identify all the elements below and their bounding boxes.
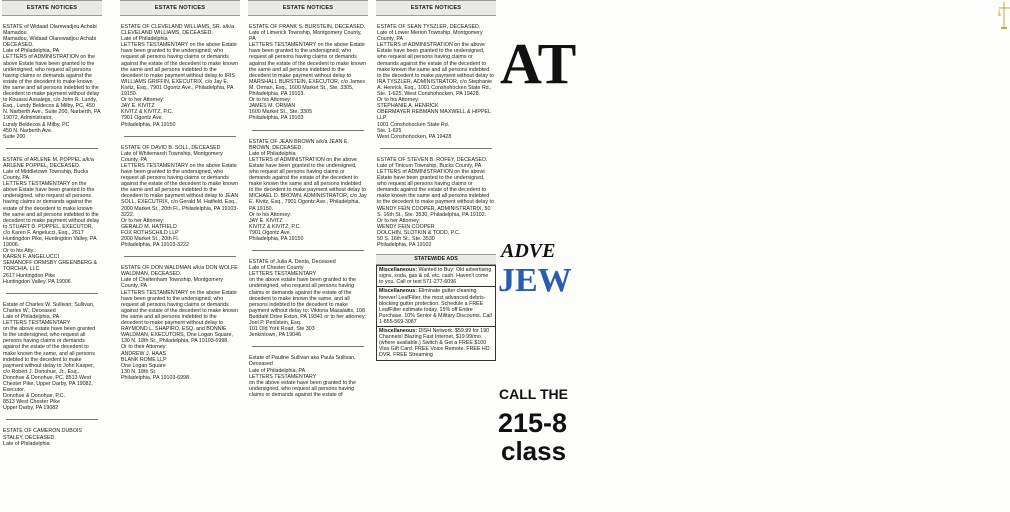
classified-ads [376, 265, 496, 360]
ad-headline: AT [500, 31, 577, 96]
ad-phone-number: 215-8 [498, 408, 568, 438]
divider [6, 148, 98, 149]
column-1 [2, 0, 102, 512]
notice-text: ESTATE OF SEAN TYSZLER, DECEASED. Late of Lower Merion Township, Montgomery County, PA LETTERS of ADMINISTRATION on the above Estate have been granted to the undersigned, who request all persons having claims or demands against the estate of the decedent to make known the same and all persons indebted to the decedent to make payment without delay to IRA TYSZLER, ADMINISTRATOR, c/o Stephanie A. Henrick, Esq., 1001 Conshohocken State Rd., Ste. 1-625, West Conshohocken, PA 19428. Or to his Attorney: STEPHANIE A. HENRICK OBERMAYER REBMANN MAXWELL & HIPPEL LLP 1001 Conshohocken State Rd. Ste. 1-625 West Conshohocken, PA 19428 [377, 24, 494, 140]
divider [124, 136, 236, 137]
estate-notice [376, 157, 496, 248]
ad-heading: Miscellaneous: [379, 328, 417, 335]
estate-notice [248, 259, 368, 338]
ad-text: Eliminate gutter cleaning forever! LeafFilter, the most advanced debris-blocking gutter protection. Schedule a FREE LeafFilter estimate today. 15% off Entire Purchase. 10% Senior & Military Discounts. Call 1-855-569-3087 [379, 288, 492, 325]
notice-text: Estate of Pauline Sullivan aka Paula Sullivan, Deceased Late of Philadelphia, PA LETTERS TESTAMENTARY on the above estate have been granted to the undersigned, who request all persons having claims or demands against the estate of [249, 355, 356, 398]
statewide-ads-header: STATEWIDE ADS [376, 254, 496, 265]
ad-heading: Miscellaneous: [379, 267, 417, 274]
notice-text: ESTATE of ARLENE M. POPPEL a/k/a ARLENE POPPEL, DECEASED. Late of Middletown Township, Bucks County, PA LETTERS TESTAMENTARY on the above Estate have been granted to the undersigned, who request all persons having claims or demands against the estate of the decedent to make known the same and all persons indebted to the decedent to make payment without delay to STUART D. POPPEL, EXECUTOR, c/o Karen F. Angelucci, Esq., 2617 Huntingdon Pike, Huntingdon Valley, PA 19006. Or to his Atty.: KAREN F. ANGELUCCI SEMANOFF ORMSBY GREENBERG & TORCHIA, LLC 2617 Huntingdon Pike Huntingdon Valley, PA 19006 [3, 156, 100, 285]
divider [6, 419, 98, 420]
ad-classified-text: class [501, 436, 567, 466]
notice-text: ESTATE of Julia A. Denta, Deceased Late of Chester County LETTERS TESTAMENTARY on the above estate have been granted to the undersigned, who request all persons having claims or demands against the estate of the decedent to make known the same, and all persons indebted to the decedent to make payment without delay to: Viktoria Masalaitis, 108 Buddahl Drive Exton, PA 19341 or to her attorney: Joel P. Perilstein, Esq. 101 Old York Road, Ste 303 Jenkintown, PA 19046 [249, 259, 367, 339]
estate-notice [120, 145, 240, 249]
section-header: ESTATE NOTICES [376, 0, 496, 16]
estate-notice [2, 24, 102, 140]
estate-notice [2, 428, 102, 446]
notice-text: ESTATE OF STEVEN B. ROFEY, DECEASED. Late of Tinicum Township, Bucks County, PA LETTERS of ADMINISTRATION on the above Estate have been granted to the undersigned, who request all persons having claims or demands against the estate of the decedent to make known the same and all persons indebted to the decedent to make payment without delay to WENDY FEIN COOPER, ADMINISTRATRIX, 50 S. 16th St., Ste. 3530, Philadelphia, PA 19102. Or to her Attorney: WENDY FEIN COOPER DOLCHIN, SLOTKIN & TODD, P.C. 50 S. 16th St., Ste. 3530 Philadelphia, PA 19102 [377, 156, 494, 249]
notice-text: ESTATE OF DON WALDMAN a/k/a DON WOLFE WALDMAN, DECEASED. Late of Cheltenham Township, Montgomery County, PA LETTERS TESTAMENTARY on the above Estate have been granted to the undersigned, who request all persons having claims or demands against the estate of the decedent to make known the same and all persons indebted to the decedent to make payment without delay to RAYMOND L. SHAPIRO, ESQ. and BONNIE WALDMAN, EXECUTORS, One Logan Square, 130 N. 18th St., Philadelphia, PA 19103-6998. Or to their Attorney: ANDREW J. HAAS BLANK ROME LLP One Logan Square 130 N. 18th St. Philadelphia, PA 19103-6998 [121, 265, 238, 381]
section-header: ESTATE NOTICES [248, 0, 368, 16]
estate-notice [248, 139, 368, 243]
advertisement-fragment [498, 0, 577, 512]
scales-of-justice-icon [998, 0, 1010, 30]
notice-text: ESTATE OF CAMERON DUBOIS STALEY, DECEASED. Late of Philadelphia [3, 428, 82, 447]
estate-notice [2, 157, 102, 285]
divider [252, 250, 364, 251]
notice-text: Estate of Charles W. Sullivan; Sullivan, Charles W., Deceased Late of Philadelphia, PA LETTERS TESTAMENTARY on the above estate have been granted to the undersigned, who request all persons having claims or demands against the estate of the decedent to make known the same, and all persons indebted to the decedent to make payment without delay to John Kasper, c/o Robert J. Donohue, Jr., Esq., Donohue & Donohue, PC, 8513 West Chester Pike, Upper Darby, PA 19082, Executor. Donohue & Donohue, P.C. 8513 West Chester Pike Upper Darby, PA 19082 [3, 301, 96, 412]
estate-notice [120, 24, 240, 128]
ad-jewish-label: JEW [498, 262, 572, 299]
ad-subheadline: ADVE [501, 240, 556, 262]
estate-notice [248, 355, 368, 398]
notice-text: ESTATE OF JEAN BROWN a/k/a JEAN E. BROWN, DECEASED. Late of Philadelphia LETTERS of ADMINISTRATION on the above Estate have been granted to the undersigned, who request all persons having claims or demands against the estate of the decedent to make known the same and all persons indebted to the decedent to make payment without delay to MICHAEL D. BROWN, ADMINISTRATOR, c/o Jay E. Kivitz, Esq., 7901 Ogontz Ave., Philadelphia, PA 19150. Or to his Attorney: JAY E. KIVITZ KIVITZ & KIVITZ, P.C. 7901 Ogontz Ave. Philadelphia, PA 19150 [249, 138, 367, 242]
divider [124, 256, 236, 257]
estate-notice [248, 24, 368, 122]
classified-ad [376, 287, 496, 327]
notice-text: ESTATE OF DAVID B. SOLL, DECEASED Late of Whitemarsh Township, Montgomery County, PA LETTERS TESTAMENTARY on the above Estate have been granted to the undersigned, who request all persons having claims or demands against the estate of the decedent to make known the same and all persons indebted to the decedent to make payment without delay to JEAN SOLL, EXECUTRIX, c/o Gerald M. Hatfield, Esq., 2000 Market St., 20th Fl., Philadelphia, PA 19103-3222. Or to her Attorney: GERALD M. HATFIELD FOX ROTHSCHILD LLP 2000 Market St., 20th Fl. Philadelphia, PA 19103-3222 [121, 144, 239, 249]
ad-call-text: CALL THE [499, 386, 568, 402]
ad-heading: Miscellaneous: [379, 288, 417, 295]
column-3 [248, 0, 368, 512]
divider [6, 293, 98, 294]
estate-notice [120, 265, 240, 381]
divider [380, 148, 492, 149]
notice-text: ESTATE OF FRANK S. BURSTEIN, DECEASED. Late of Limerick Township, Montgomery County, PA LETTERS TESTAMENTARY on the above Estate have been granted to the undersigned, who request all persons having claims or demands against the estate of the decedent to make known the same and all persons indebted to the decedent to make payment without delay to MARSHALL BURSTEIN, EXECUTOR, c/o James M. Orman, Esq., 1600 Market St., Ste. 3305, Philadelphia, PA 19103. Or to his Attorney: JAMES M. ORMAN 1600 Market St., Ste. 3305 Philadelphia, PA 19103 [249, 24, 366, 122]
column-4 [376, 0, 496, 512]
estate-notice [376, 24, 496, 140]
notice-text: ESTATE of Widaad Olarewadjou Achabi Mamadou Mamadou, Widaad Olarewadjou Achabi DECEASED. Late of Philadelphia, PA LETTERS of ADMINISTRATION on the above Estate have been granted to the undersigned, who request all persons having claims or demands against the estate of the decedent to make known the same and all persons indebted to the decedent to make payment without delay to Kouassi Assalegs, c/o John R. Lundy, Esq., Lundy Beldecos & Milby, PC, 450 N. Narberth Ave., Suite 200, Narberth, PA 19072, Administrator. Lundy Beldecos & Milby, PC 450 N. Narberth Ave. Suite 200 [3, 24, 101, 140]
ad-text: Wanted to Buy: Old advertising signs, soda, gas & oil, etc. cash. Haven't come to you. Call or text 571-277-6096 [379, 267, 492, 286]
divider [252, 130, 364, 131]
column-2 [120, 0, 240, 512]
section-header: ESTATE NOTICES [120, 0, 240, 16]
section-header: ESTATE NOTICES [2, 0, 102, 16]
ad-text: DISH Network. $59.99 for 190 Channels! Blazing Fast Internet, $19.99/mo. (where available.) Switch & Get a FREE $100 Visa Gift Card. FREE Voice Remote. FREE HD DVR. FREE Streaming [379, 328, 490, 359]
classified-ad [376, 327, 496, 360]
divider [252, 346, 364, 347]
classified-ad [376, 266, 496, 287]
notice-text: ESTATE OF CLEVELAND WILLIAMS, SR. a/k/a CLEVELAND WILLIAMS, DECEASED. Late of Philadelphia LETTERS TESTAMENTARY on the above Estate have been granted to the undersigned, who request all persons having claims or demands against the estate of the decedent to make known the same and all persons indebted to the decedent to make payment without delay to IRIS WILLIAMS GRIFFIN, EXECUTRIX, c/o Jay E. Kivitz, Esq., 7901 Ogontz Ave., Philadelphia, PA 19150. Or to her Attorney: JAY E. KIVITZ KIVITZ & KIVITZ, P.C. 7901 Ogontz Ave. Philadelphia, PA 19150 [121, 24, 238, 128]
estate-notice [2, 302, 102, 412]
